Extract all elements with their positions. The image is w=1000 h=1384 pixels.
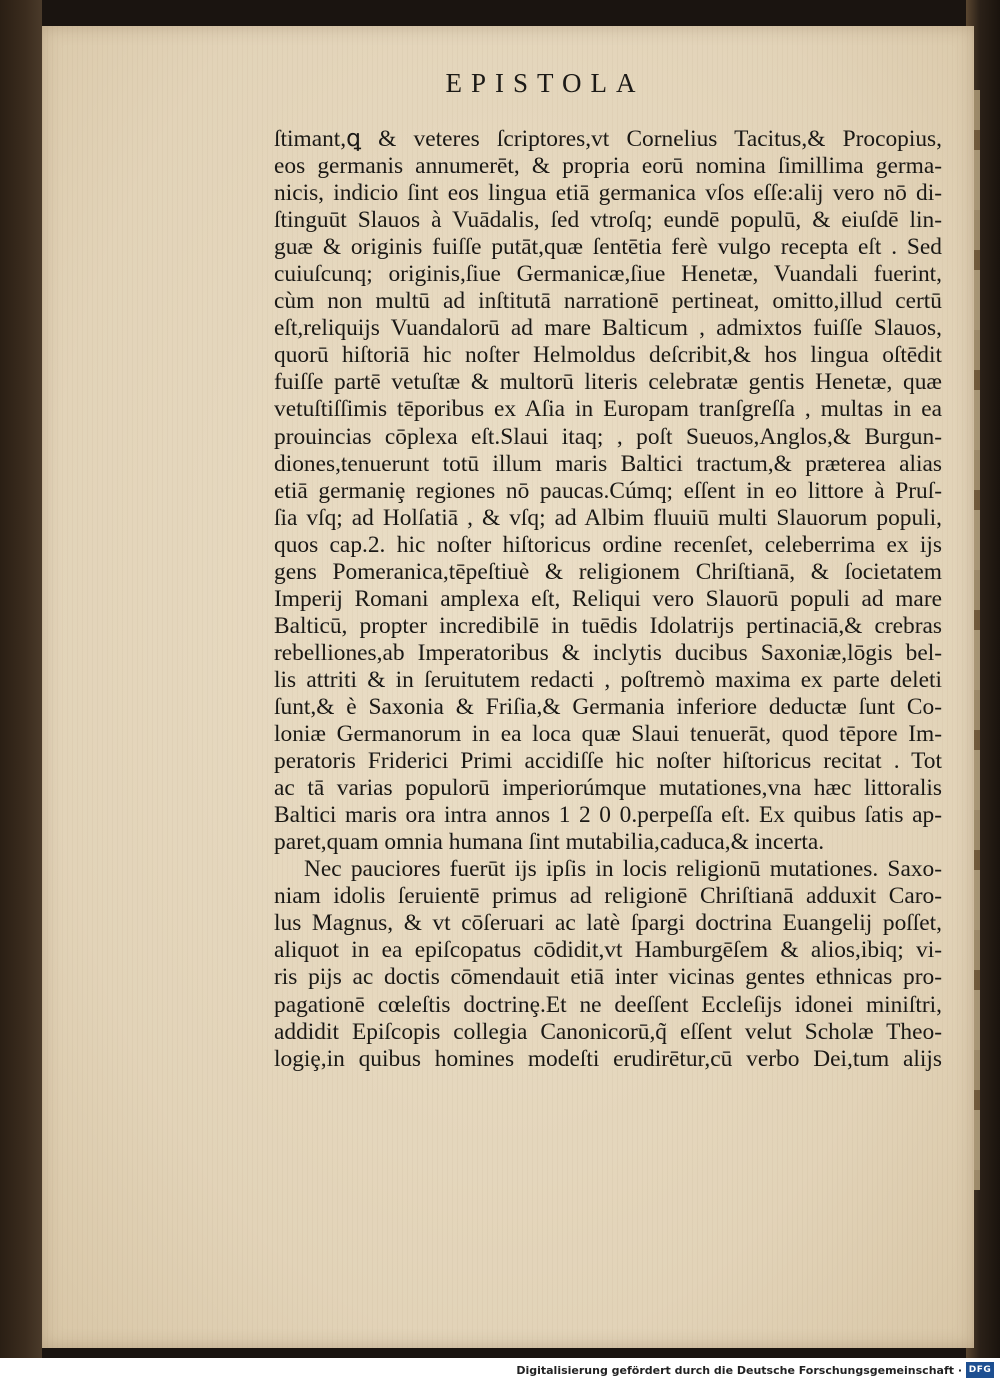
text-line: logiȩ,in quibus homines modeſti erudirētur,cū verbo Dei,tum alijs bbox=[274, 1045, 942, 1072]
text-line: lis attriti & in ſeruitutem redacti , poſtremò maxima ex parte deleti bbox=[274, 666, 942, 693]
text-line: aliquot in ea epiſcopatus cōdidit,vt Hamburgēſem & alios,ibiq; vi- bbox=[274, 937, 942, 964]
text-line: ſtimant,ꝗ & veteres ſcriptores,vt Cornelius Tacitus,& Procopius, bbox=[274, 126, 942, 152]
book-page bbox=[42, 26, 974, 1348]
text-line: quorū hiſtoriā hic noſter Helmoldus deſcribit,& hos lingua oſtēdit bbox=[274, 342, 942, 369]
text-line: cùm non multū ad inſtitutā narrationē pertineat, omitto,illud certū bbox=[274, 288, 942, 315]
text-line: niam idolis ſeruientē primus ad religionē Chriſtianā adduxit Caro- bbox=[274, 883, 942, 910]
body-text bbox=[274, 126, 942, 1073]
text-line: diones,tenuerunt totū illum maris Baltici tractum,& præterea alias bbox=[274, 450, 942, 477]
text-line: cuiuſcunq; originis,ſiue Germanicæ,ſiue Henetæ, Vuandali fuerint, bbox=[274, 261, 942, 288]
text-line-paragraph-end: paret,quam omnia humana ſint mutabilia,caduca,& incerta. bbox=[274, 829, 825, 856]
text-line: peratoris Friderici Primi accidiſſe hic noſter hiſtoricus recitat . Tot bbox=[274, 748, 942, 775]
running-head: EPISTOLA bbox=[445, 68, 645, 98]
text-line: addidit Epiſcopis collegia Canonicorū,q̃ eſſent velut Scholæ Theo- bbox=[274, 1018, 942, 1045]
text-line: fuiſſe partē vetuſtæ & multorū literis celebratæ gentis Henetæ, quæ bbox=[274, 369, 942, 396]
text-line: loniæ Germanorum in ea loca quæ Slaui tenuerāt, quod tēpore Im- bbox=[274, 721, 942, 748]
text-line: pagationē cœleſtis doctrinȩ.Et ne deeſſent Eccleſijs idonei miniſtri, bbox=[274, 991, 942, 1018]
text-line: etiā germaniȩ regiones nō paucas.Cúmq; eſſent in eo littore à Pruſ- bbox=[274, 477, 942, 504]
text-line: Balticū, propter incredibilē in tuēdis Idolatrijs pertinaciā,& crebras bbox=[274, 612, 942, 639]
text-line: nicis, indicio ſint eos lingua etiā germanica vſos eſſe:alij vero nō di- bbox=[274, 180, 942, 207]
book-binding-left bbox=[0, 0, 42, 1358]
text-line: Imperij Romani amplexa eſt, Reliqui vero Slauorū populi ad mare bbox=[274, 585, 942, 612]
text-line: gens Pomeranica,tēpeſtiuè & religionem Chriſtianā, & ſocietatem bbox=[274, 558, 942, 585]
text-line: ſunt,& è Saxonia & Friſia,& Germania inferiore deductæ ſunt Co- bbox=[274, 693, 942, 720]
text-line: guæ & originis fuiſſe putāt,quæ ſentētia ferè vulgo recepta eſt . Sed bbox=[274, 234, 942, 261]
text-line: ris pijs ac doctis cōmendauit etiā inter vicinas gentes ethnicas pro- bbox=[274, 964, 942, 991]
text-line: rebelliones,ab Imperatoribus & inclytis ducibus Saxoniæ,lōgis bel- bbox=[274, 639, 942, 666]
text-line: ſtinguūt Slauos à Vuādalis, ſed vtroſq; eundē populū, & eiuſdē lin- bbox=[274, 207, 942, 234]
text-line: lus Magnus, & vt cōſeruari ac latè ſpargi doctrina Euangelij poſſet, bbox=[274, 910, 942, 937]
text-line: ſia vſq; ad Holſatiā , & vſq; ad Albim fluuiū multi Slauorum populi, bbox=[274, 504, 942, 531]
text-line: vetuſtiſſimis tēporibus ex Aſia in Europam tranſgreſſa , multas in ea bbox=[274, 396, 942, 423]
dfg-logo: DFG bbox=[966, 1362, 994, 1378]
text-line: ac tā varias populorū imperiorúmque mutationes,vna hæc littoralis bbox=[274, 775, 942, 802]
text-line: eſt,reliquijs Vuandalorū ad mare Balticum , admixtos fuiſſe Slauos, bbox=[274, 315, 942, 342]
text-line: quos cap.2. hic noſter hiſtoricus ordine recenſet, celeberrima ex ijs bbox=[274, 531, 942, 558]
text-line-paragraph-start: Nec pauciores fuerūt ijs ipſis in locis religionū mutationes. Saxo- bbox=[304, 856, 942, 883]
digitization-credit: Digitalisierung gefördert durch die Deutsche Forschungsgemeinschaft · bbox=[516, 1364, 962, 1377]
text-line: eos germanis annumerēt, & propria eorū nomina ſimillima germa- bbox=[274, 153, 942, 180]
text-line: Baltici maris ora intra annos 1 2 0 0.perpeſſa eſt. Ex quibus ſatis ap- bbox=[274, 802, 942, 829]
text-line: prouincias cōplexa eſt.Slaui itaq; , poſt Sueuos,Anglos,& Burgun- bbox=[274, 423, 942, 450]
